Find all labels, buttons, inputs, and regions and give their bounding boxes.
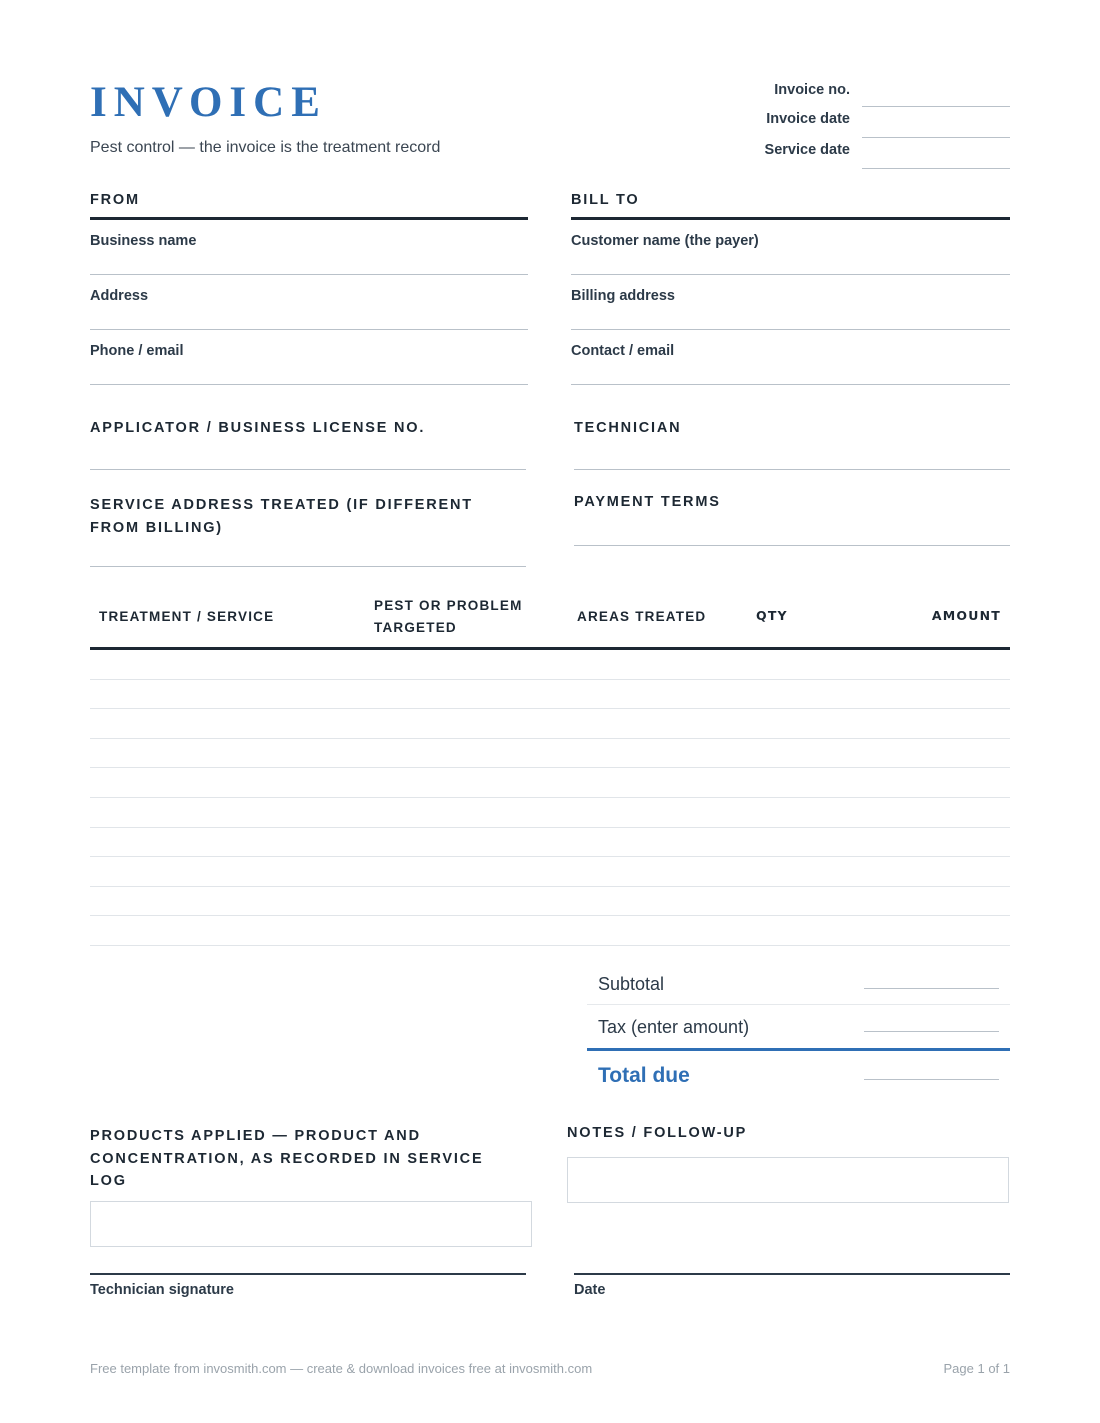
invoice-subtitle: Pest control — the invoice is the treatment record (90, 139, 441, 156)
invoice-no-label: Invoice no. (774, 82, 850, 98)
tax-label: Tax (enter amount) (598, 1017, 750, 1037)
technician-label: TECHNICIAN (574, 420, 682, 436)
phone-email-field[interactable] (90, 384, 528, 385)
address-label: Address (90, 288, 149, 304)
subtotal-field[interactable] (864, 988, 999, 989)
table-row[interactable] (90, 679, 1010, 680)
tax-field[interactable] (864, 1031, 999, 1032)
technician-field[interactable] (574, 469, 1010, 470)
col-amount: AMOUNT (931, 608, 1001, 623)
service-address-label: SERVICE ADDRESS TREATED (IF DIFFERENT FROM BILLING) (90, 497, 473, 536)
date-signature-line[interactable] (574, 1273, 1010, 1275)
totals-divider (587, 1004, 1010, 1005)
table-row[interactable] (90, 856, 1010, 857)
table-row[interactable] (90, 738, 1010, 739)
table-row[interactable] (90, 708, 1010, 709)
table-row[interactable] (90, 945, 1010, 946)
table-row[interactable] (90, 767, 1010, 768)
col-treatment-service: TREATMENT / SERVICE (99, 609, 275, 624)
billing-address-label: Billing address (571, 288, 675, 304)
col-areas-treated: AREAS TREATED (577, 609, 707, 624)
date-label: Date (574, 1282, 606, 1298)
table-row[interactable] (90, 827, 1010, 828)
bill-to-rule (571, 217, 1010, 220)
business-name-label: Business name (90, 233, 197, 249)
service-date-field[interactable] (862, 168, 1010, 169)
total-due-label: Total due (598, 1064, 690, 1087)
business-name-field[interactable] (90, 274, 528, 275)
contact-email-field[interactable] (571, 384, 1010, 385)
payment-terms-field[interactable] (574, 545, 1010, 546)
total-rule (587, 1048, 1010, 1051)
footer-credit: Free template from invosmith.com — create & download invoices free at invosmith.com (90, 1361, 593, 1376)
customer-name-label: Customer name (the payer) (571, 233, 759, 249)
customer-name-field[interactable] (571, 274, 1010, 275)
col-qty: QTY (756, 608, 788, 623)
address-field[interactable] (90, 329, 528, 330)
total-due-field[interactable] (864, 1079, 999, 1080)
license-field[interactable] (90, 469, 526, 470)
invoice-date-label: Invoice date (766, 111, 850, 127)
table-row[interactable] (90, 915, 1010, 916)
notes-box[interactable] (567, 1157, 1009, 1203)
table-row[interactable] (90, 797, 1010, 798)
notes-heading: NOTES / FOLLOW-UP (567, 1125, 748, 1141)
from-rule (90, 217, 528, 220)
technician-signature-label: Technician signature (90, 1282, 234, 1298)
from-heading: FROM (90, 192, 140, 208)
contact-email-label: Contact / email (571, 343, 675, 359)
license-label: APPLICATOR / BUSINESS LICENSE NO. (90, 420, 426, 436)
technician-signature-line[interactable] (90, 1273, 526, 1275)
products-applied-box[interactable] (90, 1201, 532, 1247)
billing-address-field[interactable] (571, 329, 1010, 330)
invoice-title: INVOICE (90, 79, 327, 126)
payment-terms-label: PAYMENT TERMS (574, 494, 721, 510)
page-number: Page 1 of 1 (943, 1361, 1010, 1376)
table-row[interactable] (90, 886, 1010, 887)
products-applied-heading: PRODUCTS APPLIED — PRODUCT AND CONCENTRATION, AS RECORDED IN SERVICE LOG (90, 1128, 484, 1189)
invoice-no-field[interactable] (862, 106, 1010, 107)
service-address-field[interactable] (90, 566, 526, 567)
service-date-label: Service date (764, 142, 850, 158)
col-pest-targeted: PEST OR PROBLEM TARGETED (374, 598, 523, 635)
subtotal-label: Subtotal (598, 974, 665, 994)
invoice-date-field[interactable] (862, 137, 1010, 138)
bill-to-heading: BILL TO (571, 192, 640, 208)
phone-email-label: Phone / email (90, 343, 184, 359)
table-header-rule (90, 647, 1010, 650)
